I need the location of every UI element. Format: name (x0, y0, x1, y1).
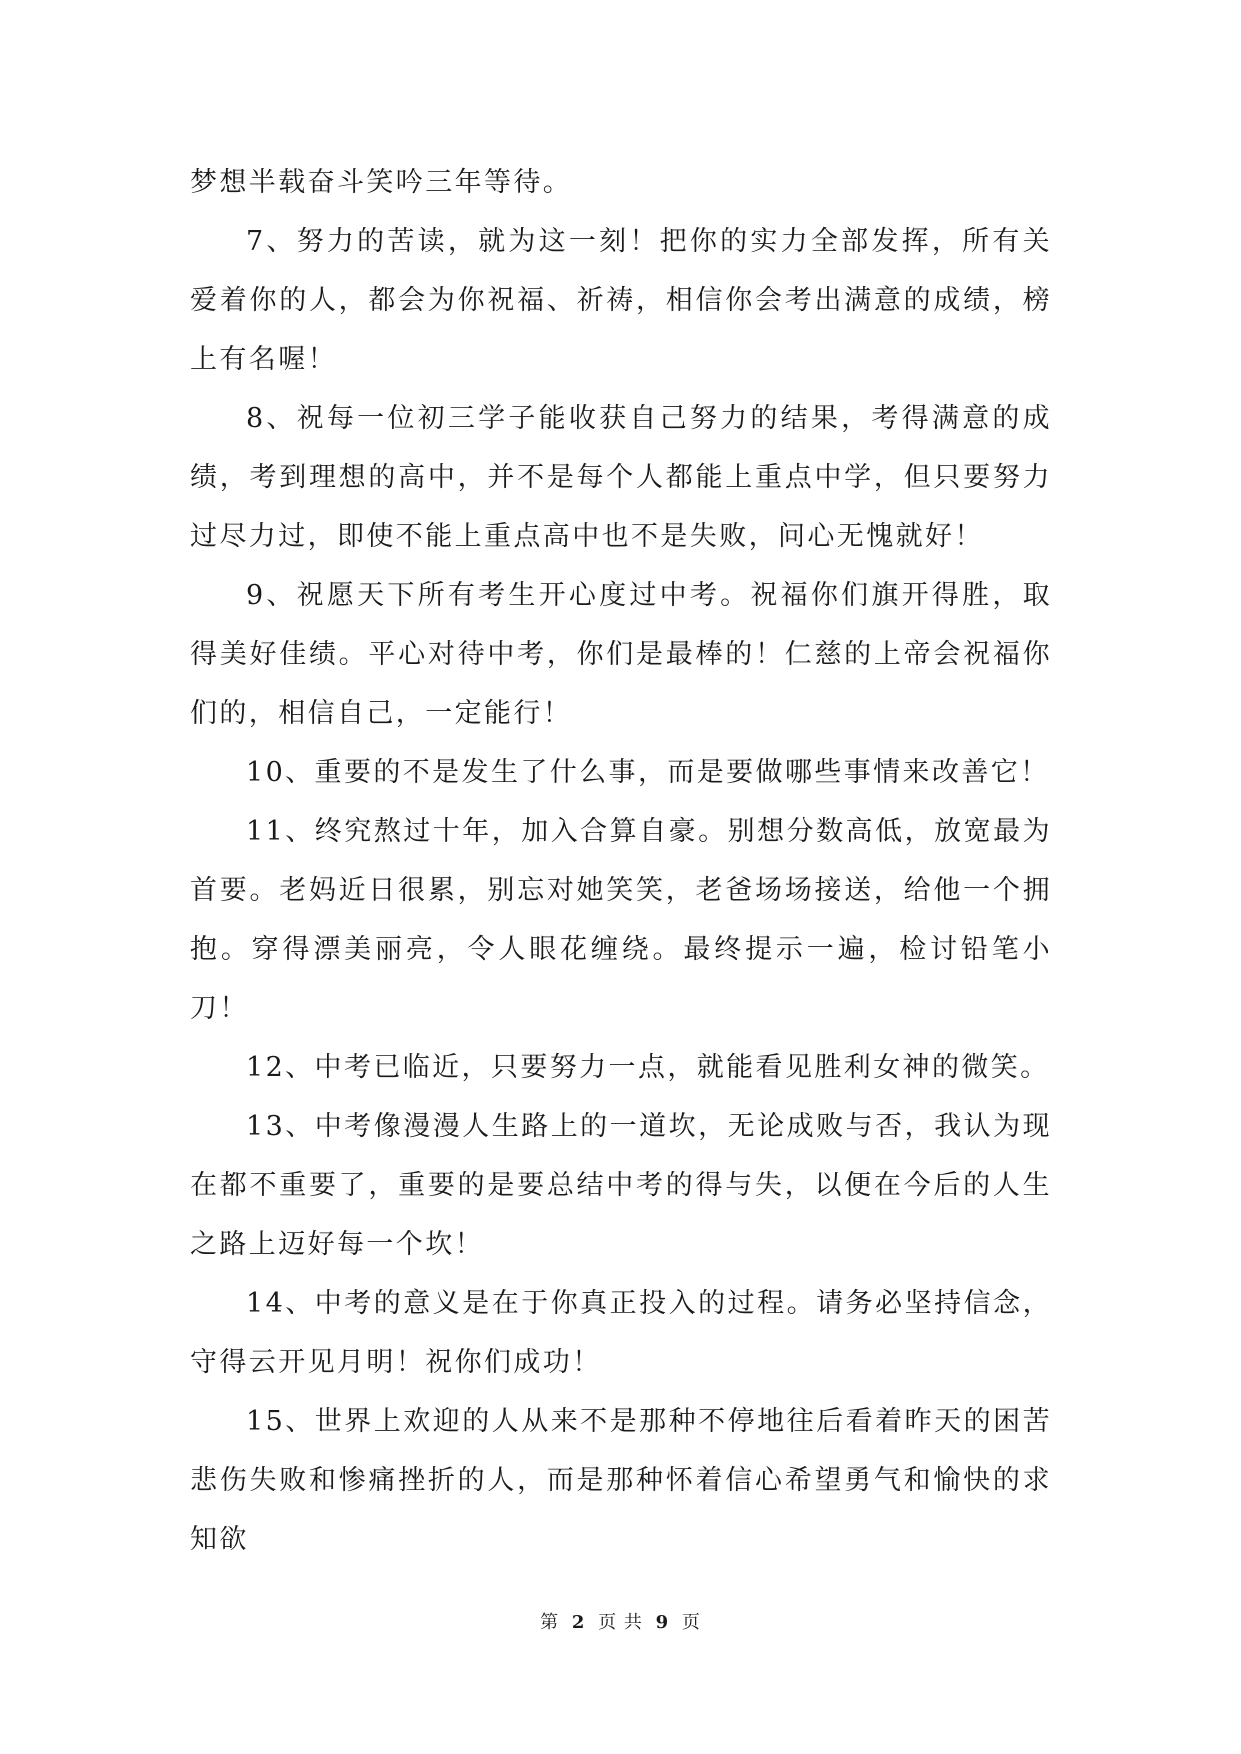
page-footer (0, 1608, 1241, 1634)
footer-prefix: 第 (540, 1612, 560, 1633)
paragraph-continuation: 梦想半载奋斗笑吟三年等待。 (190, 167, 573, 198)
paragraph-item-7: 7、努力的苦读，就为这一刻！把你的实力全部发挥，所有关爱着你的人，都会为你祝福、祈祷，相信你会考出满意的成绩，榜上有名喔！ (190, 226, 1052, 375)
current-page-number: 2 (571, 1612, 586, 1633)
paragraph-item-10: 10、重要的不是发生了什么事，而是要做哪些事情来改善它！ (246, 757, 1050, 788)
paragraph-item-12: 12、中考已临近，只要努力一点，就能看见胜利女神的微笑。 (246, 1052, 1050, 1083)
paragraph-item-11: 11、终究熬过十年，加入合算自豪。别想分数高低，放宽最为首要。老妈近日很累，别忘对她笑笑，老爸场场接送，给他一个拥抱。穿得漂美丽亮，令人眼花缠绕。最终提示一遍，检讨铅笔小刀！ (190, 816, 1052, 1024)
paragraph-item-14: 14、中考的意义是在于你真正投入的过程。请务必坚持信念，守得云开见月明！祝你们成功！ (190, 1288, 1052, 1378)
paragraph-item-15: 15、世界上欢迎的人从来不是那种不停地往后看着昨天的困苦悲伤失败和惨痛挫折的人，而是那种怀着信心希望勇气和愉快的求知欲 (190, 1406, 1052, 1555)
paragraph-item-13: 13、中考像漫漫人生路上的一道坎，无论成败与否，我认为现在都不重要了，重要的是要总结中考的得与失，以便在今后的人生之路上迈好每一个坎！ (190, 1111, 1052, 1260)
paragraph-item-9: 9、祝愿天下所有考生开心度过中考。祝福你们旗开得胜，取得美好佳绩。平心对待中考，你们是最棒的！仁慈的上帝会祝福你们的，相信自己，一定能行！ (190, 580, 1052, 729)
footer-suffix: 页 (681, 1612, 701, 1633)
document-body (190, 153, 1052, 1569)
total-pages-number: 9 (655, 1612, 670, 1633)
paragraph-item-8: 8、祝每一位初三学子能收获自己努力的结果，考得满意的成绩，考到理想的高中，并不是每个人都能上重点中学，但只要努力过尽力过，即使不能上重点高中也不是失败，问心无愧就好！ (190, 403, 1052, 552)
footer-middle: 页 共 (598, 1612, 643, 1633)
